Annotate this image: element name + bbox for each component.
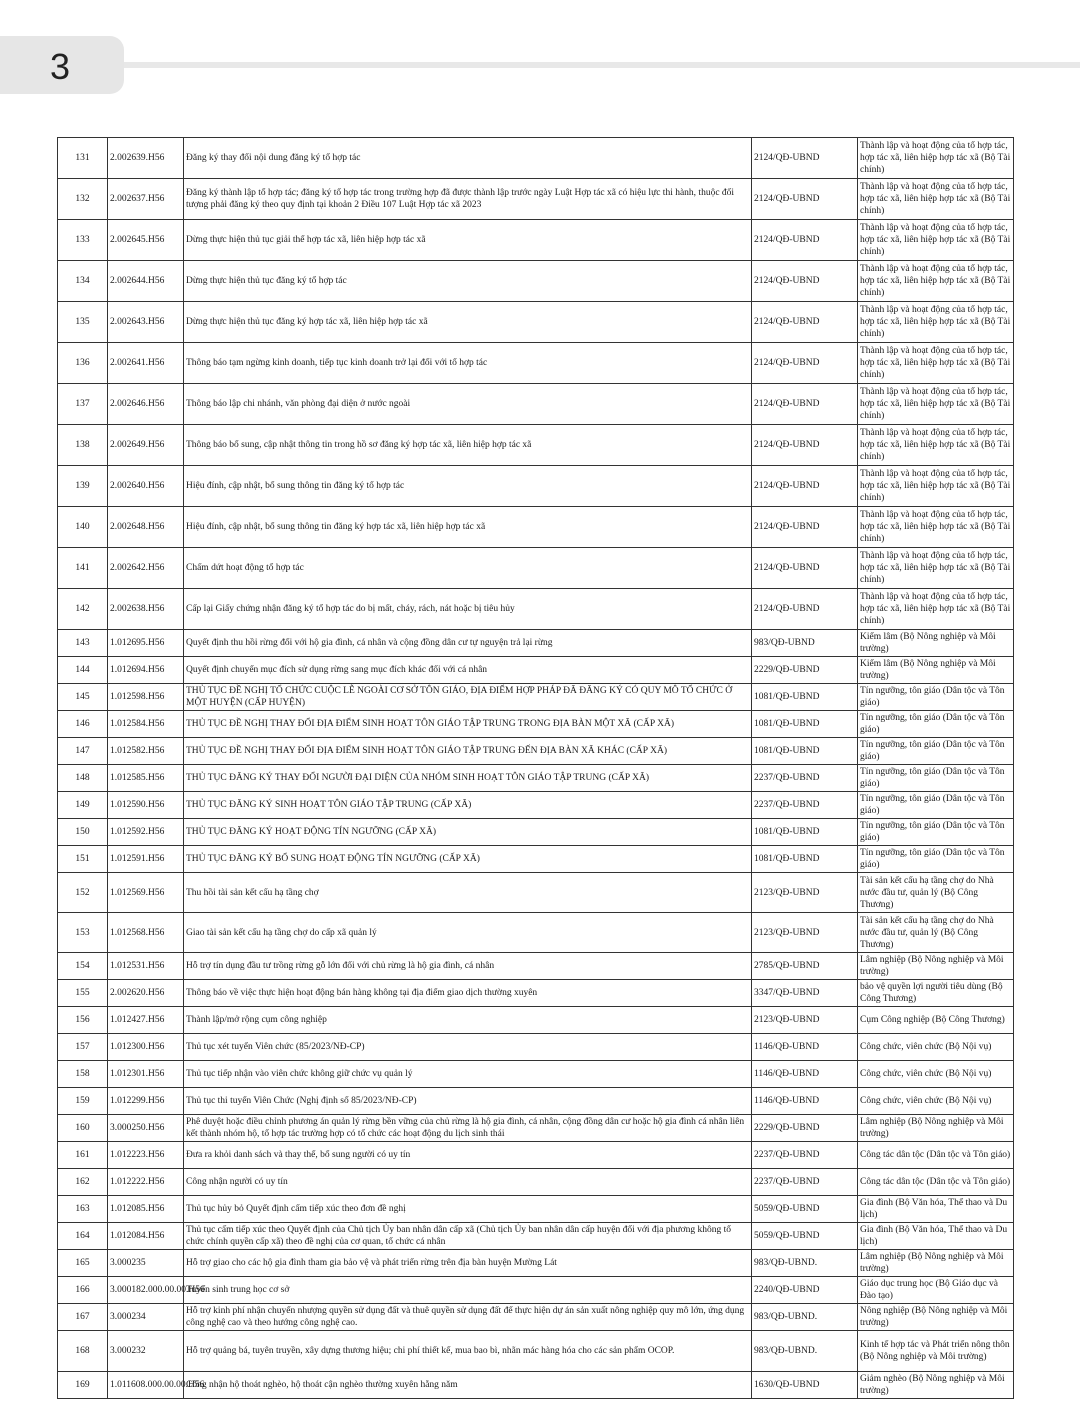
decision-number: 2237/QĐ-UBND: [752, 1169, 858, 1196]
row-number: 168: [58, 1331, 108, 1372]
procedure-field: Thành lập và hoạt động của tổ hợp tác, hợp tác xã, liên hiệp hợp tác xã (Bộ Tài chính): [858, 220, 1014, 261]
row-number: 167: [58, 1304, 108, 1331]
table-row: [58, 792, 1014, 819]
row-number: 140: [58, 507, 108, 548]
decision-number: 1081/QĐ-UBND: [752, 819, 858, 846]
procedure-code: 1.012694.H56: [108, 657, 184, 684]
procedure-code: 1.012585.H56: [108, 765, 184, 792]
procedure-name: Hiệu đính, cập nhật, bổ sung thông tin đăng ký hợp tác xã, liên hiệp hợp tác xã: [184, 507, 752, 548]
procedure-field: Thành lập và hoạt động của tổ hợp tác, hợp tác xã, liên hiệp hợp tác xã (Bộ Tài chính): [858, 261, 1014, 302]
procedure-field: Thành lập và hoạt động của tổ hợp tác, hợp tác xã, liên hiệp hợp tác xã (Bộ Tài chính): [858, 548, 1014, 589]
procedure-field: Lâm nghiệp (Bộ Nông nghiệp và Môi trường): [858, 1115, 1014, 1142]
decision-number: 2124/QĐ-UBND: [752, 261, 858, 302]
procedure-code: 3.000182.000.00.00.H56: [108, 1277, 184, 1304]
procedure-code: 1.012592.H56: [108, 819, 184, 846]
procedure-field: Thành lập và hoạt động của tổ hợp tác, hợp tác xã, liên hiệp hợp tác xã (Bộ Tài chính): [858, 589, 1014, 630]
decision-number: 2229/QĐ-UBND: [752, 657, 858, 684]
row-number: 169: [58, 1372, 108, 1399]
table-row: [58, 343, 1014, 384]
row-number: 137: [58, 384, 108, 425]
table-row: [58, 684, 1014, 711]
procedure-name: Dừng thực hiện thủ tục đăng ký tổ hợp tác: [184, 261, 752, 302]
procedure-name: Thông báo bổ sung, cập nhật thông tin trong hồ sơ đăng ký hợp tác xã, liên hiệp hợp tác xã: [184, 425, 752, 466]
procedure-code: 2.002637.H56: [108, 179, 184, 220]
row-number: 159: [58, 1088, 108, 1115]
procedure-code: 2.002645.H56: [108, 220, 184, 261]
page-number: 3: [50, 46, 71, 87]
table-row: [58, 1223, 1014, 1250]
table-row: [58, 657, 1014, 684]
table-row: [58, 630, 1014, 657]
table-row: [58, 138, 1014, 179]
procedure-field: Thành lập và hoạt động của tổ hợp tác, hợp tác xã, liên hiệp hợp tác xã (Bộ Tài chính): [858, 425, 1014, 466]
table-row: [58, 179, 1014, 220]
decision-number: 1146/QĐ-UBND: [752, 1061, 858, 1088]
decision-number: 2124/QĐ-UBND: [752, 302, 858, 343]
procedures-table: [57, 137, 1014, 1399]
procedure-code: 3.000234: [108, 1304, 184, 1331]
decision-number: 983/QĐ-UBND.: [752, 1304, 858, 1331]
decision-number: 1081/QĐ-UBND: [752, 846, 858, 873]
procedure-code: 2.002642.H56: [108, 548, 184, 589]
procedure-code: 1.012598.H56: [108, 684, 184, 711]
procedure-name: Thủ tục thi tuyển Viên Chức (Nghị định số 85/2023/NĐ-CP): [184, 1088, 752, 1115]
procedure-code: 1.012301.H56: [108, 1061, 184, 1088]
row-number: 146: [58, 711, 108, 738]
table-row: [58, 1277, 1014, 1304]
procedure-name: Chấm dứt hoạt động tổ hợp tác: [184, 548, 752, 589]
procedure-name: Đưa ra khỏi danh sách và thay thế, bổ sung người có uy tín: [184, 1142, 752, 1169]
row-number: 145: [58, 684, 108, 711]
procedure-name: Thành lập/mở rộng cụm công nghiệp: [184, 1007, 752, 1034]
row-number: 155: [58, 980, 108, 1007]
procedure-code: 2.002620.H56: [108, 980, 184, 1007]
table-row: [58, 953, 1014, 980]
procedure-field: Kiểm lâm (Bộ Nông nghiệp và Môi trường): [858, 630, 1014, 657]
row-number: 152: [58, 873, 108, 913]
procedure-code: 1.012695.H56: [108, 630, 184, 657]
row-number: 161: [58, 1142, 108, 1169]
procedure-field: Thành lập và hoạt động của tổ hợp tác, hợp tác xã, liên hiệp hợp tác xã (Bộ Tài chính): [858, 343, 1014, 384]
row-number: 132: [58, 179, 108, 220]
procedure-name: Quyết định thu hồi rừng đối với hộ gia đình, cá nhân và cộng đồng dân cư tự nguyện trả lại rừng: [184, 630, 752, 657]
procedure-field: Tín ngưỡng, tôn giáo (Dân tộc và Tôn giáo): [858, 765, 1014, 792]
table-row: [58, 1331, 1014, 1372]
row-number: 157: [58, 1034, 108, 1061]
procedure-name: Thủ tục xét tuyển Viên chức (85/2023/NĐ-CP): [184, 1034, 752, 1061]
table-row: [58, 1007, 1014, 1034]
table-row: [58, 980, 1014, 1007]
row-number: 149: [58, 792, 108, 819]
decision-number: 983/QĐ-UBND: [752, 630, 858, 657]
procedure-code: 1.012590.H56: [108, 792, 184, 819]
row-number: 165: [58, 1250, 108, 1277]
procedure-field: Cụm Công nghiệp (Bộ Công Thương): [858, 1007, 1014, 1034]
procedure-name: Công nhận hộ thoát nghèo, hộ thoát cận nghèo thường xuyên hằng năm: [184, 1372, 752, 1399]
procedure-code: 1.012085.H56: [108, 1196, 184, 1223]
procedure-name: Dừng thực hiện thủ tục đăng ký hợp tác xã, liên hiệp hợp tác xã: [184, 302, 752, 343]
table-row: [58, 846, 1014, 873]
table-row: [58, 589, 1014, 630]
table-row: [58, 1061, 1014, 1088]
table-row: [58, 1372, 1014, 1399]
procedure-name: THỦ TỤC ĐĂNG KÝ HOẠT ĐỘNG TÍN NGƯỠNG (CẤP XÃ): [184, 819, 752, 846]
row-number: 139: [58, 466, 108, 507]
decision-number: 2229/QĐ-UBND: [752, 1115, 858, 1142]
procedure-name: Tuyển sinh trung học cơ sở: [184, 1277, 752, 1304]
procedure-name: Công nhận người có uy tín: [184, 1169, 752, 1196]
procedure-name: Hiệu đính, cập nhật, bổ sung thông tin đăng ký tổ hợp tác: [184, 466, 752, 507]
row-number: 131: [58, 138, 108, 179]
procedure-name: Thủ tục tiếp nhận vào viên chức không giữ chức vụ quản lý: [184, 1061, 752, 1088]
decision-number: 2237/QĐ-UBND: [752, 1142, 858, 1169]
decision-number: 2123/QĐ-UBND: [752, 913, 858, 953]
decision-number: 3347/QĐ-UBND: [752, 980, 858, 1007]
procedure-field: Tín ngưỡng, tôn giáo (Dân tộc và Tôn giáo): [858, 819, 1014, 846]
decision-number: 2124/QĐ-UBND: [752, 507, 858, 548]
procedure-field: Công tác dân tộc (Dân tộc và Tôn giáo): [858, 1142, 1014, 1169]
row-number: 156: [58, 1007, 108, 1034]
table-row: [58, 1304, 1014, 1331]
row-number: 148: [58, 765, 108, 792]
row-number: 133: [58, 220, 108, 261]
row-number: 141: [58, 548, 108, 589]
table-row: [58, 711, 1014, 738]
procedure-field: Thành lập và hoạt động của tổ hợp tác, hợp tác xã, liên hiệp hợp tác xã (Bộ Tài chính): [858, 302, 1014, 343]
table-row: [58, 384, 1014, 425]
procedure-name: Dừng thực hiện thủ tục giải thể hợp tác xã, liên hiệp hợp tác xã: [184, 220, 752, 261]
table-row: [58, 507, 1014, 548]
row-number: 164: [58, 1223, 108, 1250]
decision-number: 5059/QĐ-UBND: [752, 1223, 858, 1250]
procedure-field: Thành lập và hoạt động của tổ hợp tác, hợp tác xã, liên hiệp hợp tác xã (Bộ Tài chính): [858, 466, 1014, 507]
row-number: 150: [58, 819, 108, 846]
procedure-code: 2.002646.H56: [108, 384, 184, 425]
procedure-name: THỦ TỤC ĐĂNG KÝ THAY ĐỔI NGƯỜI ĐẠI DIỆN CỦA NHÓM SINH HOẠT TÔN GIÁO TẬP TRUNG (CẤP XÃ): [184, 765, 752, 792]
row-number: 153: [58, 913, 108, 953]
row-number: 147: [58, 738, 108, 765]
procedure-field: Giáo dục trung học (Bộ Giáo dục và Đào tạo): [858, 1277, 1014, 1304]
table-row: [58, 873, 1014, 913]
procedure-code: 2.002641.H56: [108, 343, 184, 384]
row-number: 160: [58, 1115, 108, 1142]
decision-number: 2785/QĐ-UBND: [752, 953, 858, 980]
decision-number: 2124/QĐ-UBND: [752, 548, 858, 589]
table-row: [58, 1088, 1014, 1115]
procedure-name: Cấp lại Giấy chứng nhận đăng ký tổ hợp tác do bị mất, cháy, rách, nát hoặc bị tiêu hủy: [184, 589, 752, 630]
table-row: [58, 466, 1014, 507]
procedure-code: 1.012591.H56: [108, 846, 184, 873]
decision-number: 983/QĐ-UBND.: [752, 1250, 858, 1277]
table-row: [58, 1115, 1014, 1142]
decision-number: 2124/QĐ-UBND: [752, 466, 858, 507]
table-row: [58, 1250, 1014, 1277]
table-row: [58, 1142, 1014, 1169]
procedure-code: 1.012300.H56: [108, 1034, 184, 1061]
procedure-code: 2.002644.H56: [108, 261, 184, 302]
procedure-field: Giảm nghèo (Bộ Nông nghiệp và Môi trường): [858, 1372, 1014, 1399]
decision-number: 2237/QĐ-UBND: [752, 792, 858, 819]
table-row: [58, 220, 1014, 261]
row-number: 142: [58, 589, 108, 630]
decision-number: 2124/QĐ-UBND: [752, 220, 858, 261]
procedure-field: Tín ngưỡng, tôn giáo (Dân tộc và Tôn giáo): [858, 792, 1014, 819]
procedure-code: 3.000232: [108, 1331, 184, 1372]
header-rule: [124, 62, 1080, 68]
procedure-code: 1.011608.000.00.00.H56: [108, 1372, 184, 1399]
decision-number: 1630/QĐ-UBND: [752, 1372, 858, 1399]
decision-number: 2124/QĐ-UBND: [752, 384, 858, 425]
procedure-code: 3.000235: [108, 1250, 184, 1277]
procedure-field: Công chức, viên chức (Bộ Nội vụ): [858, 1061, 1014, 1088]
decision-number: 2240/QĐ-UBND: [752, 1277, 858, 1304]
procedure-field: Gia đình (Bộ Văn hóa, Thể thao và Du lịch): [858, 1196, 1014, 1223]
procedure-field: Thành lập và hoạt động của tổ hợp tác, hợp tác xã, liên hiệp hợp tác xã (Bộ Tài chính): [858, 138, 1014, 179]
row-number: 158: [58, 1061, 108, 1088]
row-number: 166: [58, 1277, 108, 1304]
procedure-field: Công tác dân tộc (Dân tộc và Tôn giáo): [858, 1169, 1014, 1196]
row-number: 151: [58, 846, 108, 873]
table-row: [58, 1196, 1014, 1223]
decision-number: 1146/QĐ-UBND: [752, 1034, 858, 1061]
procedure-code: 2.002648.H56: [108, 507, 184, 548]
decision-number: 2124/QĐ-UBND: [752, 589, 858, 630]
procedure-code: 2.002638.H56: [108, 589, 184, 630]
row-number: 162: [58, 1169, 108, 1196]
procedure-name: THỦ TỤC ĐỀ NGHỊ THAY ĐỔI ĐỊA ĐIỂM SINH HOẠT TÔN GIÁO TẬP TRUNG ĐẾN ĐỊA BÀN XÃ KHÁC (CẤP XÃ): [184, 738, 752, 765]
procedure-name: THỦ TỤC ĐỀ NGHỊ THAY ĐỔI ĐỊA ĐIỂM SINH HOẠT TÔN GIÁO TẬP TRUNG TRONG ĐỊA BÀN MỘT XÃ (CẤP XÃ): [184, 711, 752, 738]
procedure-code: 1.012427.H56: [108, 1007, 184, 1034]
procedure-field: Công chức, viên chức (Bộ Nội vụ): [858, 1088, 1014, 1115]
procedure-name: Thủ tục cấm tiếp xúc theo Quyết định của Chủ tịch Ủy ban nhân dân cấp xã (Chủ tịch Ủy ban nhân dân cấp huyện đối với địa phương không tổ chức chính quyền cấp xã) theo đề nghị của cơ quan, tổ chức cá nhân: [184, 1223, 752, 1250]
procedure-field: Thành lập và hoạt động của tổ hợp tác, hợp tác xã, liên hiệp hợp tác xã (Bộ Tài chính): [858, 507, 1014, 548]
procedure-name: Quyết định chuyển mục đích sử dụng rừng sang mục đích khác đối với cá nhân: [184, 657, 752, 684]
procedure-field: Tín ngưỡng, tôn giáo (Dân tộc và Tôn giáo): [858, 711, 1014, 738]
row-number: 138: [58, 425, 108, 466]
table-row: [58, 738, 1014, 765]
procedure-name: THỦ TỤC ĐĂNG KÝ SINH HOẠT TÔN GIÁO TẬP TRUNG (CẤP XÃ): [184, 792, 752, 819]
procedure-code: 1.012299.H56: [108, 1088, 184, 1115]
procedure-name: THỦ TỤC ĐĂNG KÝ BỔ SUNG HOẠT ĐỘNG TÍN NGƯỠNG (CẤP XÃ): [184, 846, 752, 873]
procedure-field: Tín ngưỡng, tôn giáo (Dân tộc và Tôn giáo): [858, 684, 1014, 711]
procedure-field: Công chức, viên chức (Bộ Nội vụ): [858, 1034, 1014, 1061]
table-row: [58, 819, 1014, 846]
procedure-code: 1.012582.H56: [108, 738, 184, 765]
procedure-code: 1.012584.H56: [108, 711, 184, 738]
procedure-name: Thông báo tạm ngừng kinh doanh, tiếp tục kinh doanh trở lại đối với tổ hợp tác: [184, 343, 752, 384]
procedure-name: Hỗ trợ giao cho các hộ gia đình tham gia bảo vệ và phát triển rừng trên địa bàn huyện Mường Lát: [184, 1250, 752, 1277]
table-row: [58, 302, 1014, 343]
procedure-name: Đăng ký thành lập tổ hợp tác; đăng ký tổ hợp tác trong trường hợp đã được thành lập trước ngày Luật Hợp tác xã có hiệu lực thi hành, thuộc đối tượng phải đăng ký theo quy định tại khoản 2 Điều 107 Luật Hợp tác xã 2023: [184, 179, 752, 220]
procedure-field: Kinh tế hợp tác và Phát triển nông thôn (Bộ Nông nghiệp và Môi trường): [858, 1331, 1014, 1372]
procedure-field: Lâm nghiệp (Bộ Nông nghiệp và Môi trường): [858, 953, 1014, 980]
row-number: 134: [58, 261, 108, 302]
table-row: [58, 765, 1014, 792]
procedure-name: Thu hồi tài sản kết cấu hạ tầng chợ: [184, 873, 752, 913]
decision-number: 2124/QĐ-UBND: [752, 138, 858, 179]
procedure-code: 2.002639.H56: [108, 138, 184, 179]
table-row: [58, 1034, 1014, 1061]
procedure-field: Thành lập và hoạt động của tổ hợp tác, hợp tác xã, liên hiệp hợp tác xã (Bộ Tài chính): [858, 179, 1014, 220]
procedure-field: Tín ngưỡng, tôn giáo (Dân tộc và Tôn giáo): [858, 738, 1014, 765]
procedure-field: Kiểm lâm (Bộ Nông nghiệp và Môi trường): [858, 657, 1014, 684]
decision-number: 2123/QĐ-UBND: [752, 873, 858, 913]
decision-number: 1081/QĐ-UBND: [752, 738, 858, 765]
procedure-name: Thông báo về việc thực hiện hoạt động bán hàng không tại địa điểm giao dịch thường xuyên: [184, 980, 752, 1007]
procedure-name: Đăng ký thay đổi nội dung đăng ký tổ hợp tác: [184, 138, 752, 179]
decision-number: 5059/QĐ-UBND: [752, 1196, 858, 1223]
procedure-name: Thông báo lập chi nhánh, văn phòng đại diện ở nước ngoài: [184, 384, 752, 425]
decision-number: 2123/QĐ-UBND: [752, 1007, 858, 1034]
procedure-field: Lâm nghiệp (Bộ Nông nghiệp và Môi trường): [858, 1250, 1014, 1277]
procedure-name: Hỗ trợ quảng bá, tuyên truyền, xây dựng thương hiệu; chi phí thiết kế, mua bao bì, nhãn mác hàng hóa cho các sản phẩm OCOP.: [184, 1331, 752, 1372]
decision-number: 983/QĐ-UBND.: [752, 1331, 858, 1372]
decision-number: 2124/QĐ-UBND: [752, 179, 858, 220]
procedure-field: bảo vệ quyền lợi người tiêu dùng (Bộ Công Thương): [858, 980, 1014, 1007]
procedure-name: Phê duyệt hoặc điều chỉnh phương án quản lý rừng bền vững của chủ rừng là hộ gia đình, cá nhân, cộng đồng dân cư hoặc hộ gia đình cá nhân liên kết thành nhóm hộ, tổ hợp tác trường hợp có tổ chức các hoạt động du lịch sinh thái: [184, 1115, 752, 1142]
table-row: [58, 425, 1014, 466]
procedure-code: 1.012222.H56: [108, 1169, 184, 1196]
row-number: 154: [58, 953, 108, 980]
procedure-code: 1.012084.H56: [108, 1223, 184, 1250]
procedure-name: Giao tài sản kết cấu hạ tầng chợ do cấp xã quản lý: [184, 913, 752, 953]
procedure-code: 1.012569.H56: [108, 873, 184, 913]
procedure-field: Tín ngưỡng, tôn giáo (Dân tộc và Tôn giáo): [858, 846, 1014, 873]
procedure-name: THỦ TỤC ĐỀ NGHỊ TỔ CHỨC CUỘC LỄ NGOÀI CƠ SỞ TÔN GIÁO, ĐỊA ĐIỂM HỢP PHÁP ĐÃ ĐĂNG KÝ CÓ QUY MÔ TỔ CHỨC Ở MỘT HUYỆN (CẤP HUYỆN): [184, 684, 752, 711]
row-number: 163: [58, 1196, 108, 1223]
decision-number: 2124/QĐ-UBND: [752, 343, 858, 384]
procedure-field: Thành lập và hoạt động của tổ hợp tác, hợp tác xã, liên hiệp hợp tác xã (Bộ Tài chính): [858, 384, 1014, 425]
procedure-code: 2.002643.H56: [108, 302, 184, 343]
procedure-code: 2.002640.H56: [108, 466, 184, 507]
row-number: 136: [58, 343, 108, 384]
procedure-field: Gia đình (Bộ Văn hóa, Thể thao và Du lịch): [858, 1223, 1014, 1250]
procedure-code: 1.012223.H56: [108, 1142, 184, 1169]
table-row: [58, 261, 1014, 302]
procedure-code: 1.012568.H56: [108, 913, 184, 953]
row-number: 135: [58, 302, 108, 343]
procedure-name: Hỗ trợ tín dụng đầu tư trồng rừng gỗ lớn đối với chủ rừng là hộ gia đình, cá nhân: [184, 953, 752, 980]
procedure-code: 3.000250.H56: [108, 1115, 184, 1142]
procedure-code: 2.002649.H56: [108, 425, 184, 466]
procedure-code: 1.012531.H56: [108, 953, 184, 980]
table-row: [58, 913, 1014, 953]
decision-number: 1081/QĐ-UBND: [752, 684, 858, 711]
procedure-name: Hỗ trợ kinh phí nhận chuyển nhượng quyền sử dụng đất và thuê quyền sử dụng đất để thực hiện dự án sản xuất nông nghiệp quy mô lớn, ứng dụng công nghệ cao và theo hướng công nghệ cao.: [184, 1304, 752, 1331]
decision-number: 1146/QĐ-UBND: [752, 1088, 858, 1115]
row-number: 144: [58, 657, 108, 684]
procedures-table-body: [58, 138, 1014, 1399]
procedure-field: Tài sản kết cấu hạ tầng chợ do Nhà nước đầu tư, quản lý (Bộ Công Thương): [858, 913, 1014, 953]
decision-number: 2237/QĐ-UBND: [752, 765, 858, 792]
row-number: 143: [58, 630, 108, 657]
procedure-field: Nông nghiệp (Bộ Nông nghiệp và Môi trường): [858, 1304, 1014, 1331]
procedure-name: Thủ tục hủy bỏ Quyết định cấm tiếp xúc theo đơn đề nghị: [184, 1196, 752, 1223]
table-row: [58, 548, 1014, 589]
table-row: [58, 1169, 1014, 1196]
decision-number: 1081/QĐ-UBND: [752, 711, 858, 738]
procedure-field: Tài sản kết cấu hạ tầng chợ do Nhà nước đầu tư, quản lý (Bộ Công Thương): [858, 873, 1014, 913]
decision-number: 2124/QĐ-UBND: [752, 425, 858, 466]
